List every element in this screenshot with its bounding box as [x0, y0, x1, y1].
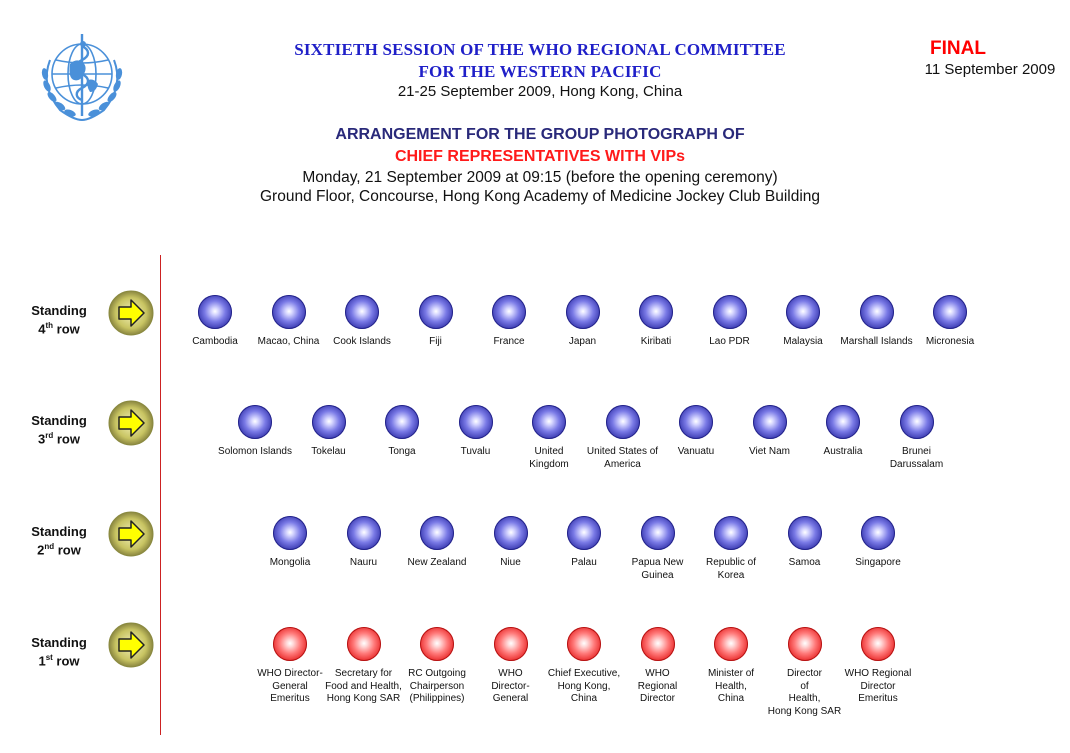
- representative-marker-icon: [273, 516, 307, 550]
- representative-marker-icon: [419, 295, 453, 329]
- vip-marker-icon: [861, 627, 895, 661]
- representative-marker-icon: [679, 405, 713, 439]
- position-label: Director of Health, Hong Kong SAR: [767, 668, 842, 717]
- arrow-right-icon: [107, 621, 155, 669]
- who-emblem-icon: [30, 24, 134, 128]
- position-label: WHO Regional Director Emeritus: [844, 668, 912, 704]
- position-label: Mongolia: [269, 557, 311, 568]
- position-label: Singapore: [855, 557, 901, 568]
- position-label: Papua New Guinea: [631, 557, 684, 581]
- position-label: Micronesia: [925, 336, 975, 347]
- vip-position: [823, 627, 933, 706]
- position-label: Fiji: [429, 336, 442, 347]
- representative-marker-icon: [347, 516, 381, 550]
- row-label: Standing 1st row: [31, 635, 87, 669]
- position-label: Vanuatu: [677, 446, 715, 457]
- vip-marker-icon: [567, 627, 601, 661]
- position-label: Samoa: [788, 557, 821, 568]
- position-label: Secretary for Food and Health, Hong Kong SAR: [325, 668, 402, 704]
- arrangement-venue: Ground Floor, Concourse, Hong Kong Academy of Medicine Jockey Club Building: [259, 188, 821, 205]
- vip-marker-icon: [494, 627, 528, 661]
- position-label: Macao, China: [257, 336, 320, 347]
- vip-marker-icon: [714, 627, 748, 661]
- representative-marker-icon: [272, 295, 306, 329]
- representative-marker-icon: [385, 405, 419, 439]
- status-final: FINAL: [930, 38, 986, 59]
- position-label: Brunei Darussalam: [889, 446, 944, 470]
- position-label: WHO Director- General: [491, 668, 530, 704]
- position-label: Tonga: [388, 446, 416, 457]
- representative-marker-icon: [860, 295, 894, 329]
- representative-marker-icon: [753, 405, 787, 439]
- representative-position: [895, 295, 1005, 349]
- representative-marker-icon: [567, 516, 601, 550]
- position-label: Niue: [500, 557, 521, 568]
- session-title-line1: SIXTIETH SESSION OF THE WHO REGIONAL COMMITTEE: [294, 40, 786, 59]
- position-label: WHO Director- General Emeritus: [257, 668, 323, 704]
- position-label: Lao PDR: [709, 336, 750, 347]
- representative-marker-icon: [714, 516, 748, 550]
- position-label: Minister of Health, China: [707, 668, 755, 704]
- row-label: Standing 4th row: [31, 303, 87, 337]
- position-label: Australia: [823, 446, 863, 457]
- session-title-line2: FOR THE WESTERN PACIFIC: [418, 62, 662, 81]
- representative-marker-icon: [494, 516, 528, 550]
- representative-marker-icon: [861, 516, 895, 550]
- representative-marker-icon: [900, 405, 934, 439]
- representative-marker-icon: [639, 295, 673, 329]
- representative-marker-icon: [566, 295, 600, 329]
- position-label: Palau: [571, 557, 597, 568]
- position-label: Republic of Korea: [705, 557, 757, 581]
- status-date: 11 September 2009: [924, 61, 1056, 78]
- position-label: Viet Nam: [749, 446, 790, 457]
- position-label: United Kingdom: [529, 446, 569, 470]
- position-label: Nauru: [349, 557, 378, 568]
- representative-marker-icon: [198, 295, 232, 329]
- position-label: Marshall Islands: [840, 336, 913, 347]
- arrangement-time: Monday, 21 September 2009 at 09:15 (before the opening ceremony): [302, 169, 778, 186]
- representative-position: [862, 405, 972, 471]
- representative-position: [823, 516, 933, 570]
- position-label: New Zealand: [407, 557, 467, 568]
- representative-marker-icon: [713, 295, 747, 329]
- row-label: Standing 2nd row: [31, 524, 87, 558]
- row-label: Standing 3rd row: [31, 413, 87, 447]
- position-label: Tuvalu: [460, 446, 491, 457]
- session-dates: 21-25 September 2009, Hong Kong, China: [397, 83, 683, 100]
- position-label: Malaysia: [783, 336, 823, 347]
- representative-marker-icon: [492, 295, 526, 329]
- representative-marker-icon: [420, 516, 454, 550]
- representative-marker-icon: [459, 405, 493, 439]
- vip-marker-icon: [641, 627, 675, 661]
- arrow-right-icon: [107, 510, 155, 558]
- position-label: Cook Islands: [333, 336, 391, 347]
- arrangement-title: ARRANGEMENT FOR THE GROUP PHOTOGRAPH OF: [335, 126, 745, 143]
- position-label: Japan: [568, 336, 597, 347]
- representative-marker-icon: [641, 516, 675, 550]
- position-label: Tokelau: [311, 446, 346, 457]
- position-label: Solomon Islands: [218, 446, 292, 457]
- representative-marker-icon: [826, 405, 860, 439]
- representative-marker-icon: [312, 405, 346, 439]
- vip-marker-icon: [273, 627, 307, 661]
- vip-marker-icon: [788, 627, 822, 661]
- vip-marker-icon: [347, 627, 381, 661]
- representative-marker-icon: [345, 295, 379, 329]
- representative-marker-icon: [532, 405, 566, 439]
- position-label: Kiribati: [640, 336, 672, 347]
- position-label: Chief Executive, Hong Kong, China: [547, 668, 621, 704]
- vip-marker-icon: [420, 627, 454, 661]
- position-label: RC Outgoing Chairperson (Philippines): [408, 668, 466, 704]
- position-label: Cambodia: [192, 336, 238, 347]
- position-label: France: [493, 336, 525, 347]
- representative-marker-icon: [786, 295, 820, 329]
- representative-marker-icon: [788, 516, 822, 550]
- position-label: WHO Regional Director: [637, 668, 678, 704]
- arrow-right-icon: [107, 289, 155, 337]
- representative-marker-icon: [933, 295, 967, 329]
- representative-marker-icon: [606, 405, 640, 439]
- arrow-right-icon: [107, 399, 155, 447]
- representative-marker-icon: [238, 405, 272, 439]
- position-label: United States of America: [586, 446, 659, 470]
- arrangement-subtitle: CHIEF REPRESENTATIVES WITH VIPs: [394, 148, 686, 165]
